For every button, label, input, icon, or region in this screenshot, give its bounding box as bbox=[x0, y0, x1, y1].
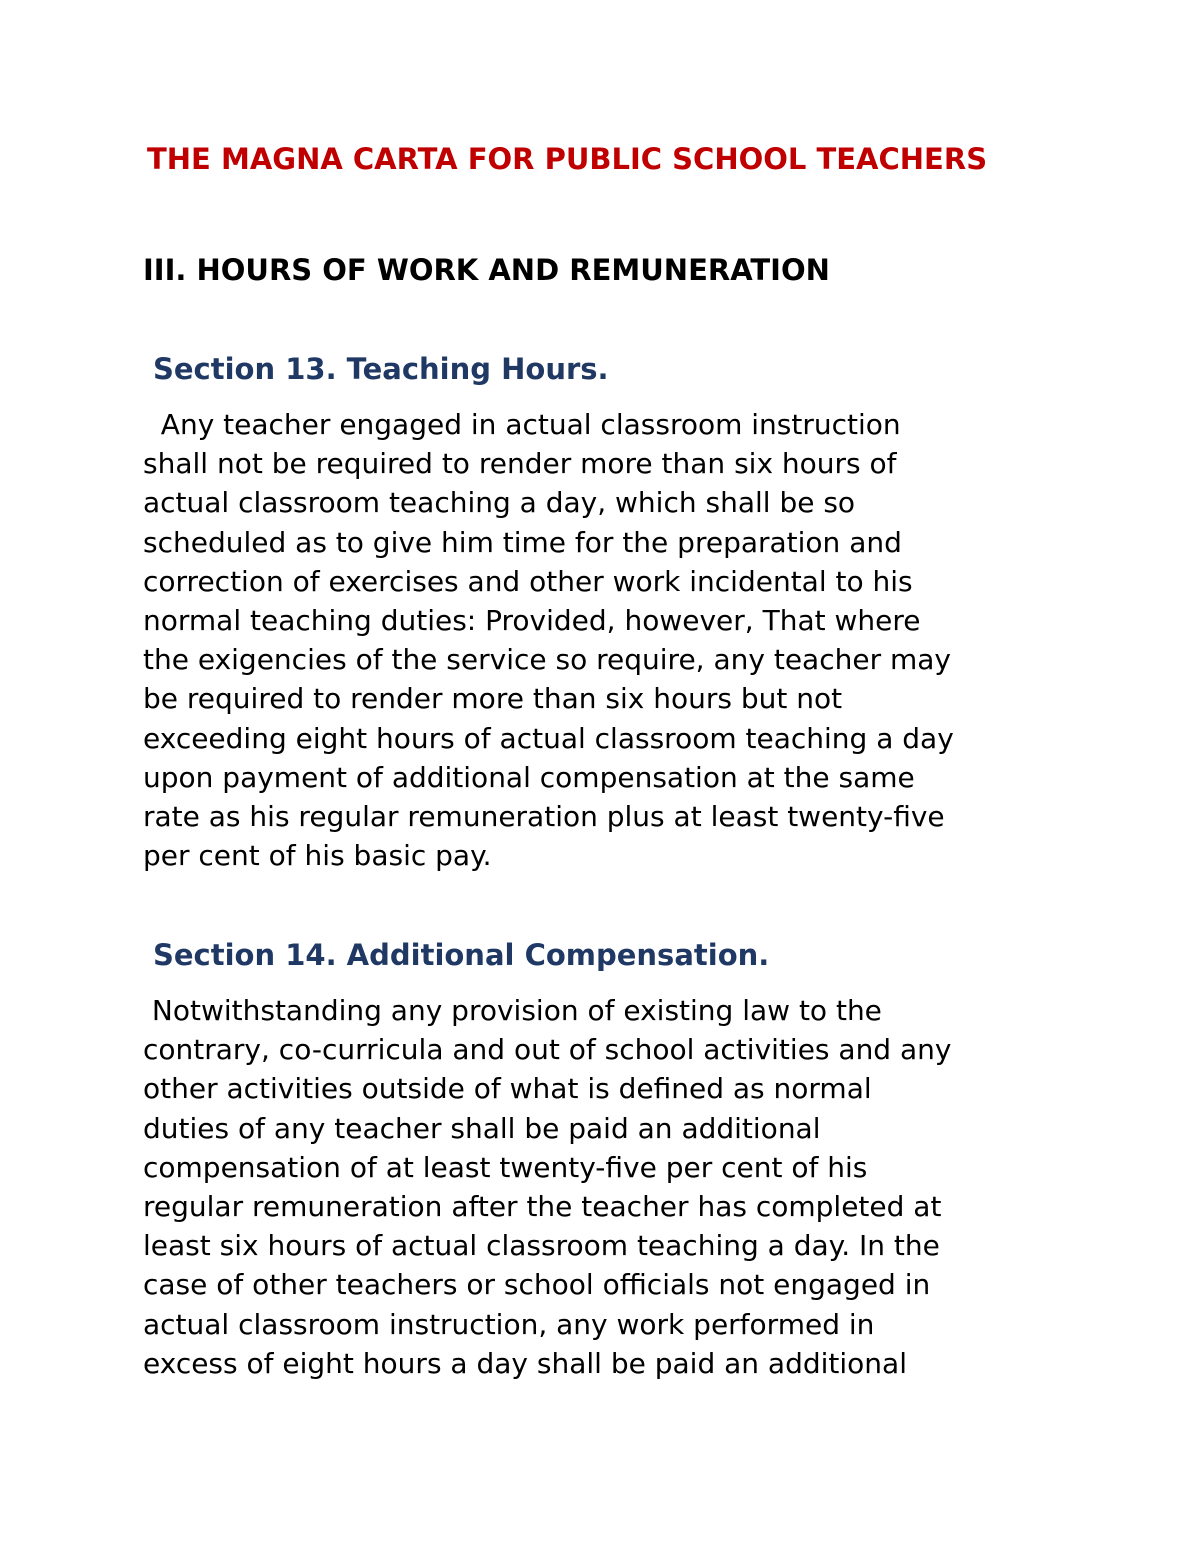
body-line: duties of any teacher shall be paid an additional bbox=[143, 1111, 821, 1145]
body-line: excess of eight hours a day shall be paid an additional bbox=[143, 1346, 907, 1380]
body-line: exceeding eight hours of actual classroom teaching a day bbox=[143, 721, 954, 755]
body-line: scheduled as to give him time for the preparation and bbox=[143, 525, 902, 559]
body-line: Any teacher engaged in actual classroom instruction bbox=[143, 408, 901, 441]
section-14-heading: Section 14. Additional Compensation. bbox=[153, 938, 770, 972]
body-line: compensation of at least twenty-five per cent of his bbox=[143, 1150, 868, 1184]
body-line: correction of exercises and other work incidental to his bbox=[143, 564, 913, 598]
body-line: least six hours of actual classroom teaching a day. In the bbox=[143, 1229, 940, 1263]
body-line: other activities outside of what is defined as normal bbox=[143, 1072, 872, 1106]
body-line: rate as his regular remuneration plus at least twenty-five bbox=[143, 800, 945, 834]
body-line: case of other teachers or school officials not engaged in bbox=[143, 1268, 931, 1302]
body-line: actual classroom teaching a day, which shall be so bbox=[143, 486, 856, 520]
body-line: be required to render more than six hours but not bbox=[143, 682, 843, 716]
part-heading: III. HOURS OF WORK AND REMUNERATION bbox=[143, 253, 830, 287]
body-line: Notwithstanding any provision of existing law to the bbox=[143, 994, 882, 1027]
section-13-body bbox=[143, 405, 1063, 875]
body-line: the exigencies of the service so require, any teacher may bbox=[143, 643, 951, 677]
body-line: upon payment of additional compensation at the same bbox=[143, 760, 915, 794]
body-line: contrary, co-curricula and out of school activities and any bbox=[143, 1033, 952, 1067]
body-line: per cent of his basic pay. bbox=[143, 839, 492, 873]
document-title: THE MAGNA CARTA FOR PUBLIC SCHOOL TEACHERS bbox=[147, 142, 988, 176]
section-14-body bbox=[143, 991, 1063, 1383]
body-line: shall not be required to render more than six hours of bbox=[143, 447, 897, 481]
body-line: normal teaching duties: Provided, however, That where bbox=[143, 604, 921, 638]
section-13-heading: Section 13. Teaching Hours. bbox=[153, 352, 609, 386]
body-line: actual classroom instruction, any work performed in bbox=[143, 1307, 875, 1341]
body-line: regular remuneration after the teacher has completed at bbox=[143, 1190, 942, 1224]
